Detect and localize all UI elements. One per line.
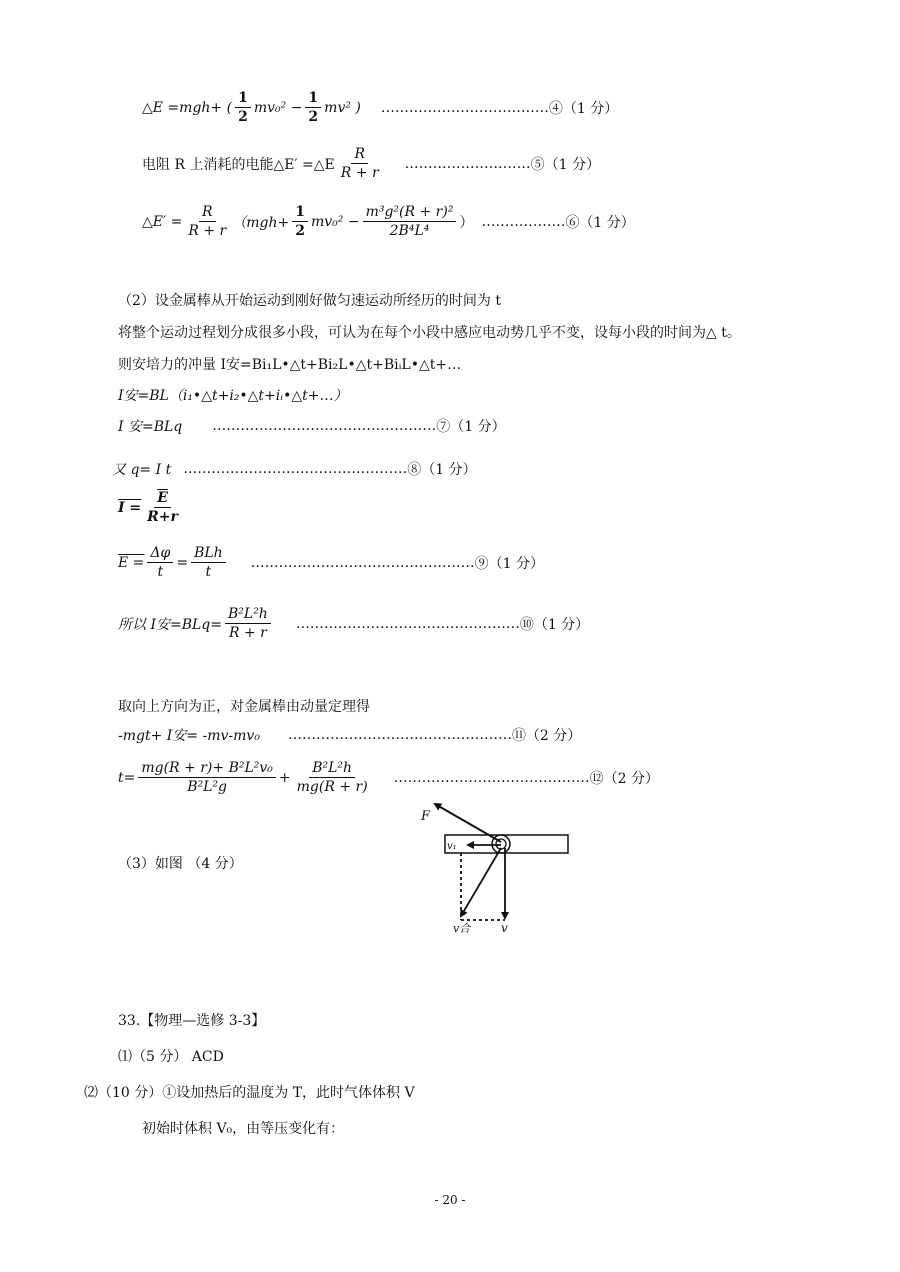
mean-current-lhs: I = — [118, 499, 142, 516]
mean-emf-frac1-den: t — [157, 564, 164, 581]
eq6-mid2: mv₀² − — [310, 213, 360, 230]
l8-dots: ………………………………………… — [287, 727, 512, 743]
l8-tag: ⑪（2 分） — [511, 728, 582, 744]
momentum-eq — [118, 725, 581, 745]
t-tag: ⑫（2 分） — [589, 770, 660, 787]
l5-tag: ⑦（1 分） — [436, 419, 506, 435]
impulse-result-num: B²L²h — [225, 606, 271, 624]
mean-emf-frac2-den: t — [205, 564, 212, 581]
eq6-tag: ⑥（1 分） — [565, 214, 635, 231]
mean-emf-eq-sign: = — [176, 554, 189, 571]
eq6-frac3-den: 2B⁴L⁴ — [389, 223, 430, 240]
time-frac2-num: B²L²h — [309, 760, 355, 778]
impulse-result-frac — [225, 606, 271, 641]
equation-5 — [142, 146, 600, 181]
mean-emf-lhs: E = — [118, 554, 145, 571]
momentum-lhs: -mgt+ I安= -mv-mv₀ — [118, 728, 260, 744]
section33-q2: ⑵（10 分）①设加热后的温度为 T，此时气体体积 V — [84, 1085, 415, 1101]
time-lhs: t= — [118, 769, 136, 786]
eq5-frac-den: R + r — [340, 165, 379, 182]
eq6-frac3 — [363, 204, 457, 239]
l6-dots: ………………………………………… — [183, 461, 408, 477]
mean-emf-eq — [118, 545, 544, 580]
equation-4 — [142, 90, 618, 125]
impulse-result-lhs: 所以 I安=BLq= — [118, 616, 222, 633]
eq4-frac2-den: 2 — [308, 109, 319, 126]
eq6-frac2 — [292, 204, 308, 239]
eq4-dots: ……………………………… — [380, 99, 549, 116]
eq6-frac1-den: R + r — [188, 223, 227, 240]
part2-line6 — [112, 459, 477, 479]
eq5-frac-num: R — [351, 146, 368, 164]
section33-q3: 初始时体积 V₀，由等压变化有： — [142, 1121, 345, 1137]
eq4-mid: mv₀² − — [253, 99, 303, 116]
time-frac2 — [294, 760, 371, 795]
impulse-eq: I 安=BLq — [118, 419, 183, 435]
time-plus: + — [278, 769, 291, 786]
eq6-lhs: △E′ = — [142, 213, 183, 230]
time-frac1-den: B²L²g — [187, 779, 228, 796]
eq6-frac1-num: R — [199, 204, 216, 222]
mean-current-den: R+r — [147, 509, 178, 526]
eq5-dots: ……………………… — [404, 155, 531, 172]
mean-emf-frac2 — [191, 545, 226, 580]
part2-line3: 则安培力的冲量 I安=Bi₁L•△t+Bi₂L•△t+BiᵢL•△t+… — [118, 357, 462, 373]
e-dots: ………………………………………… — [250, 554, 475, 571]
mean-current-frac — [144, 490, 181, 525]
eq4-frac2 — [305, 90, 321, 125]
eq6-frac1 — [185, 204, 229, 239]
part2-line7: 取向上方向为正，对金属棒由动量定理得 — [118, 699, 370, 715]
part2-line2: 将整个运动过程划分成很多小段，可认为在每个小段中感应电动势几乎不变，设每小段的时间为△ t。 — [118, 325, 741, 341]
eq4-frac1 — [235, 90, 251, 125]
label-v-he: v合 — [453, 922, 471, 935]
t-dots: …………………………………… — [393, 769, 590, 786]
l6-tag: ⑧（1 分） — [407, 462, 477, 478]
mean-emf-frac1-num: Δφ — [147, 545, 173, 563]
charge-eq: 又 q= I t — [112, 462, 172, 478]
velocity-resultant-arrow — [461, 848, 501, 916]
label-v1: v₁ — [447, 841, 457, 852]
eq6-frac3-num: m³g²(R + r)² — [363, 204, 457, 222]
eq6-dots: ……………… — [481, 213, 566, 230]
section33-q1: ⑴（5 分） ACD — [118, 1049, 224, 1065]
eq4-frac1-num: 1 — [235, 90, 251, 108]
mean-emf-frac1 — [147, 545, 173, 580]
velocity-diagram — [415, 790, 580, 935]
so-dots: ………………………………………… — [295, 615, 520, 632]
label-f: F — [421, 809, 431, 824]
mean-current-num: $\overline{E}$ — [154, 490, 171, 508]
eq4-frac1-den: 2 — [238, 109, 248, 126]
eq5-tag: ⑤（1 分） — [530, 156, 601, 173]
mean-current-eq — [118, 490, 184, 525]
equation-6 — [142, 204, 635, 239]
time-frac2-den: mg(R + r) — [296, 779, 368, 796]
time-frac1-num: mg(R + r)+ B²L²v₀ — [138, 760, 276, 778]
page-number: - 20 - — [434, 1193, 466, 1207]
e-tag: ⑨（1 分） — [474, 555, 545, 572]
part3-text: （3）如图 （4 分） — [118, 856, 243, 872]
l5-dots: ………………………………………… — [212, 418, 437, 434]
part2-line5 — [118, 416, 506, 436]
eq4-tail: mv² ) — [324, 99, 361, 116]
eq5-text: 电阻 R 上消耗的电能△E′ =△E — [142, 156, 335, 173]
eq4-frac2-num: 1 — [305, 90, 321, 108]
eq6-frac2-den: 2 — [295, 223, 305, 240]
impulse-result-eq — [118, 606, 589, 641]
part2-line1: （2）设金属棒从开始运动到刚好做匀速运动所经历的时间为 t — [118, 293, 501, 309]
eq4-tag: ④（1 分） — [548, 100, 619, 117]
label-v: v — [501, 921, 508, 935]
mean-emf-frac2-num: BLh — [191, 545, 226, 563]
eq6-mid: （mgh+ — [232, 214, 290, 231]
eq6-frac2-num: 1 — [292, 204, 308, 222]
eq6-tail: ） — [459, 214, 474, 231]
time-frac1 — [138, 760, 276, 795]
part2-line4: I安=BL（i₁•△t+i₂•△t+iᵢ•△t+…） — [118, 388, 348, 404]
eq5-frac — [338, 146, 382, 181]
impulse-result-den: R + r — [228, 625, 267, 642]
eq4-lhs: △E =mgh+ ( — [142, 99, 233, 116]
so-tag: ⑩（1 分） — [519, 616, 590, 633]
section33-title: 33.【物理—选修 3-3】 — [118, 1013, 266, 1029]
